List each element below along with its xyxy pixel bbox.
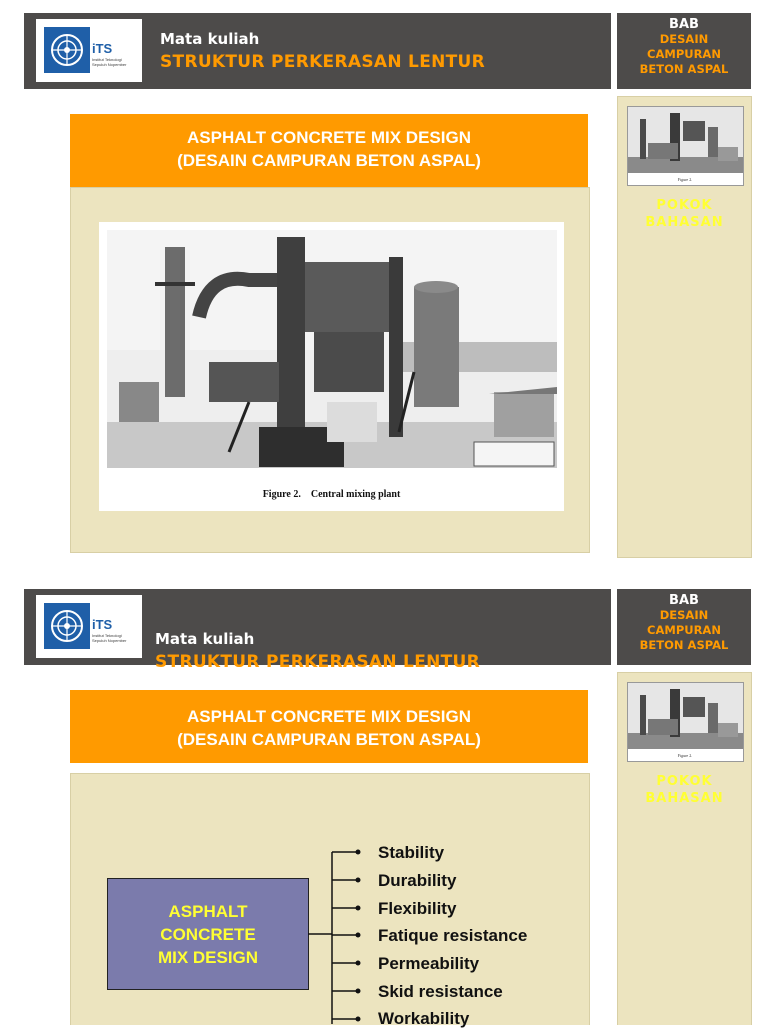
- mix-box-line-3: MIX DESIGN: [157, 947, 259, 967]
- mix-design-box: [107, 878, 309, 990]
- logo-text: iTS: [92, 41, 113, 56]
- title-banner: [70, 690, 588, 763]
- course-label: Mata kuliah: [160, 30, 260, 48]
- property-item: Flexibility: [378, 899, 457, 918]
- property-item: Durability: [378, 871, 457, 890]
- its-logo: [36, 19, 142, 82]
- property-item: Stability: [378, 843, 445, 862]
- its-logo: [36, 595, 142, 658]
- logo-subtext: Institut Teknologi Sepuluh Nopember: [92, 633, 127, 643]
- its-logo-icon: [44, 27, 90, 73]
- banner-line-2: (DESAIN CAMPURAN BETON ASPAL): [177, 151, 481, 170]
- course-title: STRUKTUR PERKERASAN LENTUR: [160, 52, 486, 72]
- bab-line-1: DESAIN: [659, 32, 709, 46]
- mixing-plant-photo: [99, 222, 564, 511]
- bab-box: [617, 13, 751, 89]
- pokok-bahasan: [618, 197, 751, 231]
- banner-line-1: ASPHALT CONCRETE MIX DESIGN: [187, 707, 471, 726]
- bab-title: BAB: [669, 17, 699, 32]
- svg-text:Figure 2.: Figure 2.: [677, 753, 693, 758]
- mix-box-line-1: ASPHALT: [168, 901, 248, 921]
- title-banner: [70, 114, 588, 187]
- property-item: Workability: [378, 1009, 470, 1028]
- bab-line-3: BETON ASPAL: [639, 62, 729, 76]
- branch-connector: [300, 840, 380, 1024]
- mix-box-line-2: CONCRETE: [160, 924, 256, 944]
- pokok-bahasan: [618, 773, 751, 807]
- figure-caption: Figure 2. Central mixing plant: [262, 489, 401, 500]
- course-title: STRUKTUR PERKERASAN LENTUR: [155, 652, 481, 672]
- banner-line-2: (DESAIN CAMPURAN BETON ASPAL): [177, 730, 481, 749]
- property-item: Permeability: [378, 954, 480, 973]
- pokok-line-2: BAHASAN: [645, 791, 724, 806]
- bab-line-2: CAMPURAN: [647, 623, 721, 637]
- banner-line-1: ASPHALT CONCRETE MIX DESIGN: [187, 128, 471, 147]
- svg-text:Figure 2.: Figure 2.: [677, 177, 693, 182]
- course-label: Mata kuliah: [155, 630, 255, 648]
- bab-line-3: BETON ASPAL: [639, 638, 729, 652]
- mixing-plant-thumbnail: [627, 682, 744, 762]
- logo-text: iTS: [92, 617, 113, 632]
- property-item: Fatique resistance: [378, 926, 528, 945]
- pokok-line-2: BAHASAN: [645, 215, 724, 230]
- bab-title: BAB: [669, 593, 699, 608]
- bab-box: [617, 589, 751, 665]
- side-panel: [617, 96, 752, 558]
- mixing-plant-thumbnail: [627, 106, 744, 186]
- pokok-line-1: POKOK: [656, 774, 713, 789]
- bab-line-1: DESAIN: [659, 608, 709, 622]
- side-panel: [617, 672, 752, 1025]
- pokok-line-1: POKOK: [656, 198, 713, 213]
- its-logo-icon: [44, 603, 90, 649]
- property-item: Skid resistance: [378, 982, 503, 1001]
- bab-line-2: CAMPURAN: [647, 47, 721, 61]
- logo-subtext: Institut Teknologi Sepuluh Nopember: [92, 57, 127, 67]
